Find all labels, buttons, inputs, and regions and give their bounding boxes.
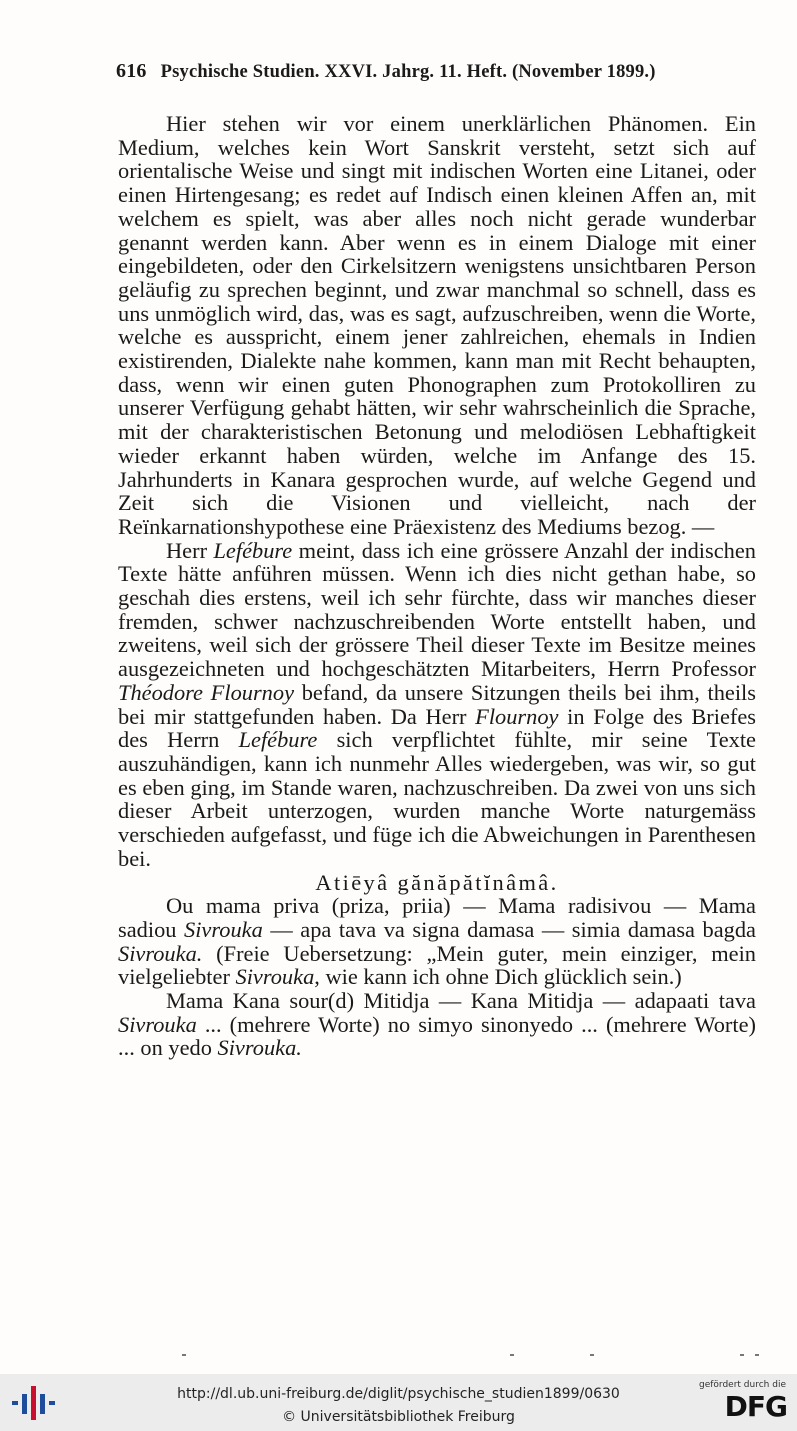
paragraph [118, 894, 756, 989]
text-run: Herr [166, 537, 214, 563]
section-heading [118, 871, 756, 895]
page-body-text [118, 112, 756, 1060]
digital-library-footer [0, 1374, 797, 1431]
italic-name: Sivrouka [118, 1011, 197, 1037]
page-number: 616 [116, 60, 147, 82]
italic-name: Sivrouka. [217, 1035, 302, 1061]
italic-name: Théodore Flournoy [118, 679, 295, 705]
paragraph [118, 539, 756, 871]
italic-name: Sivrouka. [118, 940, 203, 966]
italic-name: Lefébure [213, 537, 293, 563]
funding-note: gefördert durch die [699, 1380, 786, 1390]
text-run: sich verpflichtet fühlte, mir seine Texte auszuhändigen, kann ich nunmehr Alles wiedergeben, was wir, so gut es eben ging, im Stande waren, nachzuschreiben. Da zwei von uns sich dieser Arbeit unterzogen, wurden manche Worte naturgemäss verschieden aufgefasst, und füge ich die Abweichungen in Parenthesen bei. [118, 727, 756, 871]
text-run: in Folge des Briefes des Herrn [118, 703, 756, 753]
text-run: ... (mehrere Worte) no simyo sinonyedo ... (mehrere Worte) ... on yedo [118, 1011, 756, 1061]
text-run: befand, da unsere Sitzungen theils bei ihm, theils bei mir stattgefunden haben. Da Herr [118, 679, 756, 729]
scan-specks [180, 1354, 780, 1358]
source-url-link[interactable]: http://dl.ub.uni-freiburg.de/diglit/psychische_studien1899/0630 [177, 1386, 620, 1402]
italic-name: Sivrouka [184, 916, 263, 942]
paragraph [118, 112, 756, 539]
text-run: Ou mama priva (priza, priia) — Mama radisivou — Mama sadiou [118, 893, 756, 942]
paragraph [118, 989, 756, 1060]
text-run: , wie kann ich ohne Dich glücklich sein.) [314, 964, 682, 990]
text-run: — apa tava va signa damasa — simia damasa bagda [262, 916, 756, 942]
italic-name: Flournoy [475, 703, 559, 729]
running-header [116, 60, 756, 83]
italic-name: Sivrouka [235, 964, 315, 990]
text-run: (Freie Uebersetzung: „Mein guter, mein einziger, mein vielgeliebter [118, 940, 756, 990]
text-run: meint, dass ich eine grössere Anzahl der indischen Texte hätte anführen müssen. Wenn ich dies nicht gethan habe, so geschah dies erstens, weil ich sehr fürchte, dass wir manches dieser fremden, schwer nachzuschreibenden Worte entstellt haben, und zweitens, weil sich der grössere Theil dieser Texte im Besitze meines ausgezeichneten und hochgeschätzten Mitarbeiters, Herrn Professor [118, 537, 756, 682]
text-run: Mama Kana sour(d) Mitidja — Kana Mitidja — adapaati tava [166, 988, 756, 1014]
running-title: Psychische Studien. XXVI. Jahrg. 11. Heft. (November 1899.) [160, 62, 656, 82]
dfg-logo-icon: DFG [724, 1390, 787, 1423]
text-run: Atiēyâ gănăpătĭnâmâ. [315, 869, 559, 895]
copyright-notice: © Universitätsbibliothek Freiburg [282, 1409, 515, 1425]
text-run: Hier stehen wir vor einem unerklärlichen Phänomen. Ein Medium, welches kein Wort Sanskrit versteht, setzt sich auf orientalische Weise und singt mit indischen Worten eine Litanei, oder einen Hirtengesang; es redet auf Indisch einen kleinen Affen an, mit welchem es spielt, was aber alles noch nicht gerade wunderbar genannt werden kann. Aber wenn es in einem Dialoge mit einer eingebildeten, oder den Cirkelsitzern wenigstens unsichtbaren Person geläufig zu sprechen beginnt, und zwar manchmal so schnell, dass es uns unmöglich wird, das, was es sagt, aufzuschreiben, wenn die Worte, welche es ausspricht, einem jener zahlreichen, ehemals in Indien existirenden, Dialekte nahe kommen, kann man mit Recht behaupten, dass, wenn wir einen guten Phonographen zum Protokolliren zu unserer Verfügung gehabt hätten, wir sehr wahrscheinlich die Sprache, mit der charakteristischen Betonung und melodiösen Lebhaftigkeit wieder erkannt haben würden, welche im Anfange des 15. Jahrhunderts in Kanara gesprochen wurde, auf welche Gegend und Zeit sich die Visionen und vielleicht, nach der Reïnkarnationshypothese eine Präexistenz des Mediums bezog. — [118, 111, 756, 539]
italic-name: Lefébure [238, 727, 318, 753]
